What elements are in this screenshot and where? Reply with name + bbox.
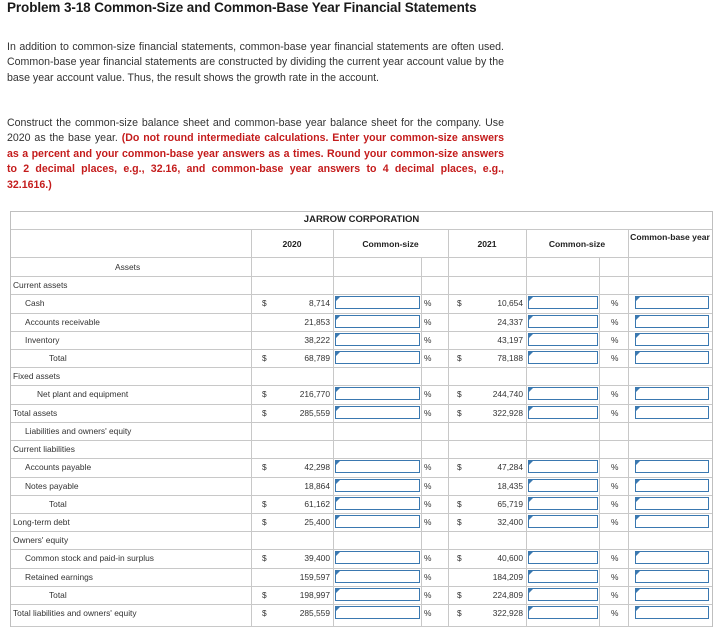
percent-sign: %	[611, 408, 619, 418]
row-label: Long-term debt	[13, 517, 70, 527]
common-size-2020-input[interactable]	[335, 460, 420, 473]
common-base-year-input[interactable]	[635, 333, 709, 346]
common-size-2021-input[interactable]	[528, 406, 598, 419]
percent-sign: %	[611, 572, 619, 582]
dollar-sign: $	[262, 608, 267, 618]
balance-sheet-table	[10, 211, 713, 627]
value-2020: 68,789	[304, 353, 330, 363]
percent-sign: %	[611, 462, 619, 472]
value-2020: 42,298	[304, 462, 330, 472]
common-size-2020-input[interactable]	[335, 479, 420, 492]
common-base-year-input[interactable]	[635, 570, 709, 583]
percent-sign: %	[424, 462, 432, 472]
percent-sign: %	[424, 298, 432, 308]
value-2021: 24,337	[497, 317, 523, 327]
common-size-2020-input[interactable]	[335, 351, 420, 364]
common-base-year-input[interactable]	[635, 460, 709, 473]
common-size-2021-input[interactable]	[528, 497, 598, 510]
percent-sign: %	[424, 335, 432, 345]
common-size-2020-input[interactable]	[335, 387, 420, 400]
value-2020: 39,400	[304, 553, 330, 563]
common-size-2021-input[interactable]	[528, 588, 598, 601]
instructions-paragraph	[7, 116, 504, 193]
dollar-sign: $	[262, 462, 267, 472]
dollar-sign: $	[457, 517, 462, 527]
percent-sign: %	[424, 572, 432, 582]
row-divider	[11, 477, 712, 478]
common-size-2021-input[interactable]	[528, 387, 598, 400]
dollar-sign: $	[457, 499, 462, 509]
row-divider	[11, 440, 712, 441]
value-2021: 43,197	[497, 335, 523, 345]
dollar-sign: $	[457, 353, 462, 363]
dollar-sign: $	[457, 408, 462, 418]
dollar-sign: $	[262, 298, 267, 308]
common-size-2021-input[interactable]	[528, 460, 598, 473]
dollar-sign: $	[262, 353, 267, 363]
row-label: Current assets	[13, 280, 68, 290]
common-size-2021-input[interactable]	[528, 570, 598, 583]
percent-sign: %	[424, 353, 432, 363]
col-header-common-size-2020: Common-size	[362, 239, 419, 249]
common-base-year-input[interactable]	[635, 606, 709, 619]
value-2020: 8,714	[309, 298, 330, 308]
percent-sign: %	[611, 608, 619, 618]
percent-sign: %	[611, 389, 619, 399]
assets-heading: Assets	[115, 262, 141, 272]
common-size-2020-input[interactable]	[335, 515, 420, 528]
instructions-red-text: (Do not round intermediate calculations. Enter your common-size answers as a percent and your common-base year answers as a times. Round your common-size answers to 2 decimal places, e.g., 32.16, and common-base year answers to 4 decimal places, e.g., 32.1616.)	[7, 132, 504, 191]
value-2021: 47,284	[497, 462, 523, 472]
percent-sign: %	[611, 298, 619, 308]
value-2020: 21,853	[304, 317, 330, 327]
row-label: Liabilities and owners' equity	[25, 426, 132, 436]
row-divider	[11, 586, 712, 587]
value-2020: 216,770	[299, 389, 330, 399]
row-label: Notes payable	[25, 481, 79, 491]
common-base-year-input[interactable]	[635, 497, 709, 510]
value-2021: 10,654	[497, 298, 523, 308]
percent-sign: %	[424, 553, 432, 563]
common-size-2020-input[interactable]	[335, 315, 420, 328]
dollar-sign: $	[457, 553, 462, 563]
row-label: Accounts payable	[25, 462, 92, 472]
row-label: Total assets	[13, 408, 58, 418]
row-divider	[11, 276, 712, 277]
row-label: Total	[49, 353, 67, 363]
row-divider	[11, 626, 712, 627]
common-base-year-input[interactable]	[635, 315, 709, 328]
value-2020: 38,222	[304, 335, 330, 345]
company-name: JARROW CORPORATION	[303, 214, 420, 225]
dollar-sign: $	[262, 408, 267, 418]
dollar-sign: $	[457, 389, 462, 399]
col-header-2020: 2020	[282, 239, 302, 249]
value-2021: 322,928	[492, 608, 523, 618]
value-2020: 285,559	[299, 608, 330, 618]
row-divider	[11, 294, 712, 295]
dollar-sign: $	[457, 608, 462, 618]
common-size-2021-input[interactable]	[528, 351, 598, 364]
row-divider	[11, 422, 712, 423]
row-label: Total	[49, 590, 67, 600]
value-2021: 65,719	[497, 499, 523, 509]
row-label: Common stock and paid-in surplus	[25, 553, 154, 563]
dollar-sign: $	[262, 389, 267, 399]
percent-sign: %	[424, 389, 432, 399]
row-label: Current liabilities	[13, 444, 75, 454]
common-size-2020-input[interactable]	[335, 588, 420, 601]
common-size-2021-input[interactable]	[528, 296, 598, 309]
percent-sign: %	[611, 481, 619, 491]
header-divider	[11, 257, 712, 258]
page-title: Problem 3-18 Common-Size and Common-Base Year Financial Statements	[7, 0, 477, 15]
value-2021: 40,600	[497, 553, 523, 563]
common-base-year-input[interactable]	[635, 479, 709, 492]
percent-sign: %	[611, 517, 619, 527]
col-header-common-base-year: Common-base year	[630, 232, 710, 242]
common-size-2020-input[interactable]	[335, 333, 420, 346]
value-2021: 184,209	[492, 572, 523, 582]
row-label: Accounts receivable	[25, 317, 100, 327]
common-size-2021-input[interactable]	[528, 479, 598, 492]
dollar-sign: $	[262, 499, 267, 509]
common-size-2020-input[interactable]	[335, 606, 420, 619]
row-divider	[11, 604, 712, 605]
dollar-sign: $	[262, 553, 267, 563]
instructions-text: Construct the common-size balance sheet and common-base year balance sheet for the company. Use 2020 as the base year.	[7, 117, 504, 145]
common-size-2020-input[interactable]	[335, 551, 420, 564]
percent-sign: %	[424, 499, 432, 509]
row-label: Total	[49, 499, 67, 509]
common-size-2020-input[interactable]	[335, 497, 420, 510]
row-divider	[11, 331, 712, 332]
percent-sign: %	[424, 608, 432, 618]
common-size-2020-input[interactable]	[335, 296, 420, 309]
common-size-2020-input[interactable]	[335, 570, 420, 583]
common-base-year-input[interactable]	[635, 588, 709, 601]
row-label: Inventory	[25, 335, 60, 345]
percent-sign: %	[424, 317, 432, 327]
value-2020: 18,864	[304, 481, 330, 491]
percent-sign: %	[611, 335, 619, 345]
value-2020: 159,597	[299, 572, 330, 582]
common-base-year-input[interactable]	[635, 296, 709, 309]
common-base-year-input[interactable]	[635, 351, 709, 364]
row-label: Cash	[25, 298, 45, 308]
percent-sign: %	[424, 517, 432, 527]
col-header-common-size-2021: Common-size	[548, 239, 606, 249]
value-2021: 322,928	[492, 408, 523, 418]
value-2021: 18,435	[497, 481, 523, 491]
common-size-2021-input[interactable]	[528, 606, 598, 619]
percent-sign: %	[424, 481, 432, 491]
common-base-year-input[interactable]	[635, 515, 709, 528]
common-size-2020-input[interactable]	[335, 406, 420, 419]
value-2021: 224,809	[492, 590, 523, 600]
common-base-year-input[interactable]	[635, 387, 709, 400]
percent-sign: %	[611, 353, 619, 363]
row-divider	[11, 313, 712, 314]
row-label: Owners' equity	[13, 535, 69, 545]
intro-paragraph: In addition to common-size financial statements, common-base year financial statements are often used. Common-base year financial statements are constructed by dividing the current year account value by the base year account value. Thus, the result shows the growth rate in the account.	[7, 41, 504, 84]
common-size-2021-input[interactable]	[528, 333, 598, 346]
percent-sign: %	[611, 590, 619, 600]
percent-sign: %	[611, 553, 619, 563]
value-2021: 78,188	[497, 353, 523, 363]
row-divider	[11, 349, 712, 350]
row-divider	[11, 385, 712, 386]
dollar-sign: $	[262, 590, 267, 600]
col-header-2021: 2021	[477, 239, 497, 249]
row-label: Fixed assets	[13, 371, 61, 381]
row-divider	[11, 549, 712, 550]
header-divider	[11, 229, 712, 230]
value-2020: 285,559	[299, 408, 330, 418]
row-divider	[11, 513, 712, 514]
dollar-sign: $	[262, 517, 267, 527]
common-size-2021-input[interactable]	[528, 515, 598, 528]
row-divider	[11, 367, 712, 368]
dollar-sign: $	[457, 462, 462, 472]
row-label: Retained earnings	[25, 572, 93, 582]
value-2020: 25,400	[304, 517, 330, 527]
value-2021: 32,400	[497, 517, 523, 527]
row-divider	[11, 568, 712, 569]
common-size-2021-input[interactable]	[528, 551, 598, 564]
row-divider	[11, 458, 712, 459]
percent-sign: %	[424, 408, 432, 418]
value-2020: 61,162	[304, 499, 330, 509]
percent-sign: %	[424, 590, 432, 600]
row-divider	[11, 404, 712, 405]
row-divider	[11, 531, 712, 532]
row-divider	[11, 495, 712, 496]
value-2020: 198,997	[299, 590, 330, 600]
value-2021: 244,740	[492, 389, 523, 399]
percent-sign: %	[611, 499, 619, 509]
dollar-sign: $	[457, 590, 462, 600]
common-size-2021-input[interactable]	[528, 315, 598, 328]
common-base-year-input[interactable]	[635, 406, 709, 419]
dollar-sign: $	[457, 298, 462, 308]
common-base-year-input[interactable]	[635, 551, 709, 564]
row-label: Total liabilities and owners' equity	[13, 608, 137, 618]
percent-sign: %	[611, 317, 619, 327]
row-label: Net plant and equipment	[37, 389, 129, 399]
